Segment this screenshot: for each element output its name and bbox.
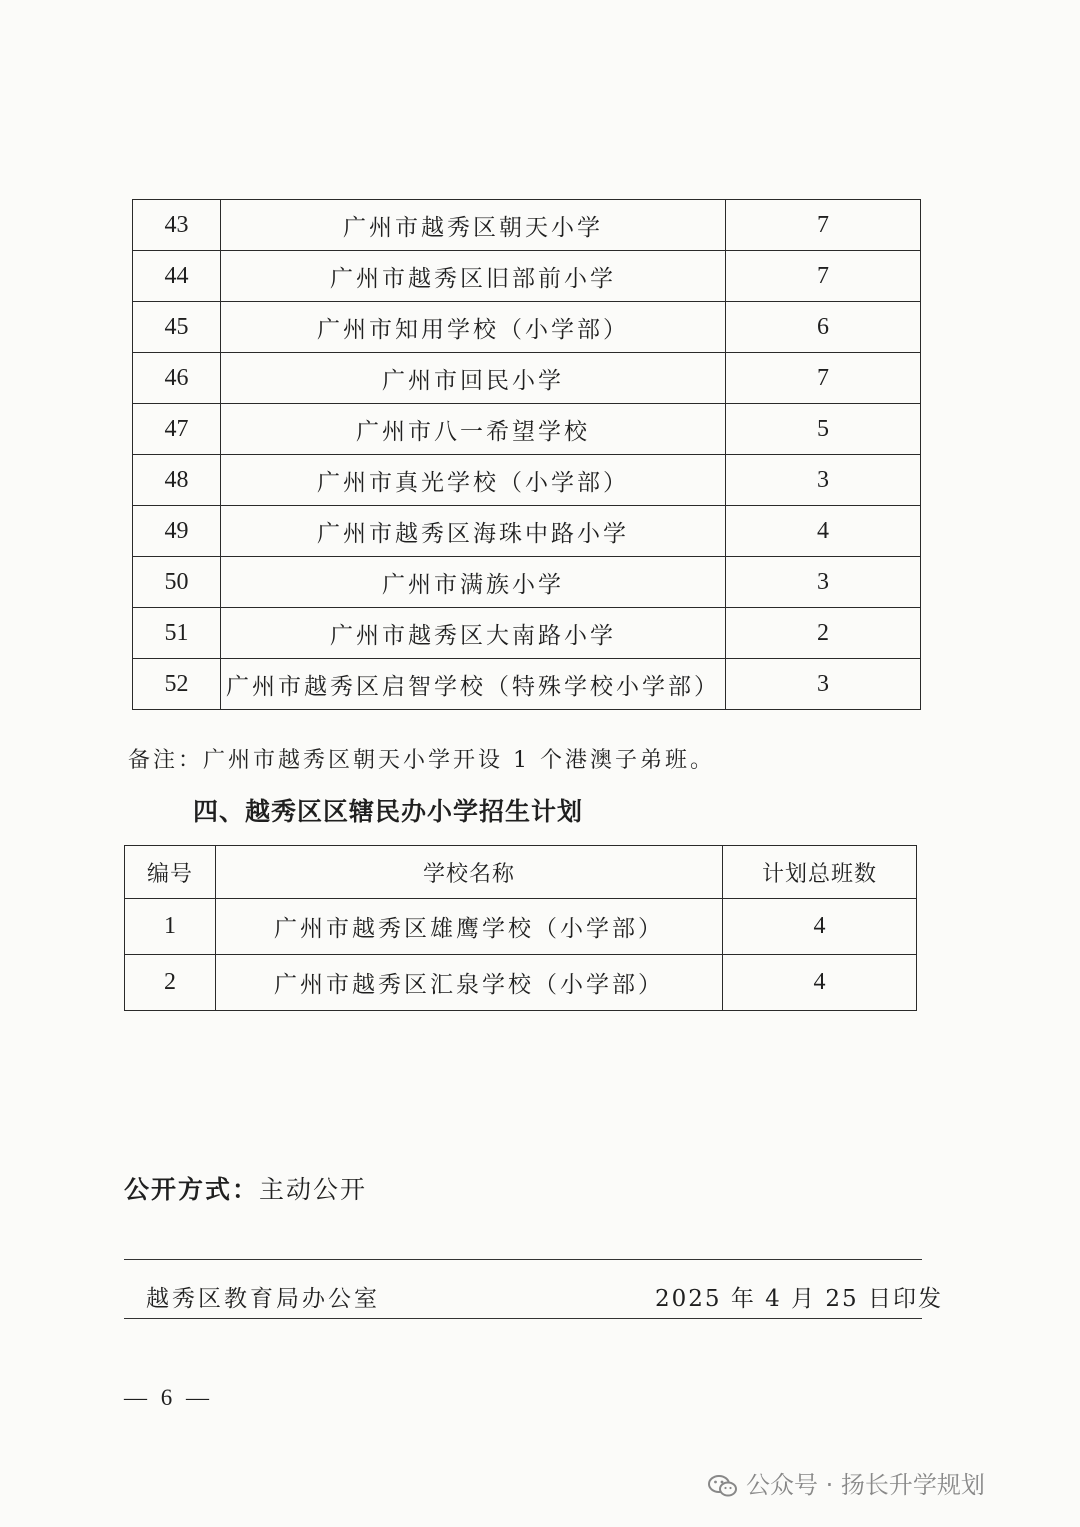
page-number: — 6 — xyxy=(124,1385,213,1410)
class-count: 4 xyxy=(726,506,921,557)
class-count: 3 xyxy=(726,557,921,608)
watermark xyxy=(708,1465,985,1500)
row-number: 47 xyxy=(133,404,221,455)
disclosure-label: 公开方式： xyxy=(124,1175,260,1204)
header-school-name: 学校名称 xyxy=(216,846,723,899)
table-row xyxy=(133,455,921,506)
table-row xyxy=(133,506,921,557)
table-header-row xyxy=(125,846,917,899)
disclosure-value: 主动公开 xyxy=(259,1175,368,1204)
school-name: 广州市越秀区启智学校（特殊学校小学部） xyxy=(221,659,726,710)
enrollment-table-private-body xyxy=(125,899,917,1011)
table-note: 备注：广州市越秀区朝天小学开设 1 个港澳子弟班。 xyxy=(128,748,715,773)
school-name: 广州市知用学校（小学部） xyxy=(221,302,726,353)
watermark-text: 公众号 · 扬长升学规划 xyxy=(746,1471,985,1499)
class-count: 3 xyxy=(726,659,921,710)
enrollment-table-public-body xyxy=(133,200,921,710)
enrollment-table-public xyxy=(132,199,921,710)
table-row xyxy=(125,955,917,1011)
table-row xyxy=(133,302,921,353)
row-number: 50 xyxy=(133,557,221,608)
row-number: 45 xyxy=(133,302,221,353)
table-row xyxy=(133,404,921,455)
row-number: 44 xyxy=(133,251,221,302)
school-name: 广州市越秀区汇泉学校（小学部） xyxy=(216,955,723,1011)
disclosure-line xyxy=(124,1170,367,1206)
class-count: 3 xyxy=(726,455,921,506)
school-name: 广州市越秀区朝天小学 xyxy=(221,200,726,251)
row-number: 49 xyxy=(133,506,221,557)
row-number: 46 xyxy=(133,353,221,404)
row-number: 51 xyxy=(133,608,221,659)
table-row xyxy=(133,200,921,251)
school-name: 广州市越秀区海珠中路小学 xyxy=(221,506,726,557)
class-count: 5 xyxy=(726,404,921,455)
row-number: 48 xyxy=(133,455,221,506)
row-number: 43 xyxy=(133,200,221,251)
school-name: 广州市越秀区旧部前小学 xyxy=(221,251,726,302)
table-row xyxy=(133,659,921,710)
enrollment-table-private xyxy=(124,845,917,1011)
class-count: 7 xyxy=(726,200,921,251)
section-heading: 四、越秀区区辖民办小学招生计划 xyxy=(193,797,584,826)
school-name: 广州市八一希望学校 xyxy=(221,404,726,455)
issuing-office: 越秀区教育局办公室 xyxy=(146,1286,380,1312)
school-name: 广州市真光学校（小学部） xyxy=(221,455,726,506)
issue-date: 2025 年 4 月 25 日印发 xyxy=(655,1286,943,1312)
row-number: 1 xyxy=(125,899,216,955)
table-row xyxy=(133,251,921,302)
header-class-count: 计划总班数 xyxy=(723,846,917,899)
table-row xyxy=(133,557,921,608)
row-number: 52 xyxy=(133,659,221,710)
footer-top-rule xyxy=(124,1259,922,1260)
table-row xyxy=(125,899,917,955)
header-number: 编号 xyxy=(125,846,216,899)
school-name: 广州市满族小学 xyxy=(221,557,726,608)
class-count: 6 xyxy=(726,302,921,353)
table-row xyxy=(133,353,921,404)
class-count: 7 xyxy=(726,353,921,404)
school-name: 广州市越秀区大南路小学 xyxy=(221,608,726,659)
table-row xyxy=(133,608,921,659)
wechat-icon xyxy=(708,1474,738,1498)
footer-bottom-rule xyxy=(124,1318,922,1319)
school-name: 广州市回民小学 xyxy=(221,353,726,404)
class-count: 4 xyxy=(723,955,917,1011)
class-count: 7 xyxy=(726,251,921,302)
school-name: 广州市越秀区雄鹰学校（小学部） xyxy=(216,899,723,955)
class-count: 4 xyxy=(723,899,917,955)
class-count: 2 xyxy=(726,608,921,659)
row-number: 2 xyxy=(125,955,216,1011)
